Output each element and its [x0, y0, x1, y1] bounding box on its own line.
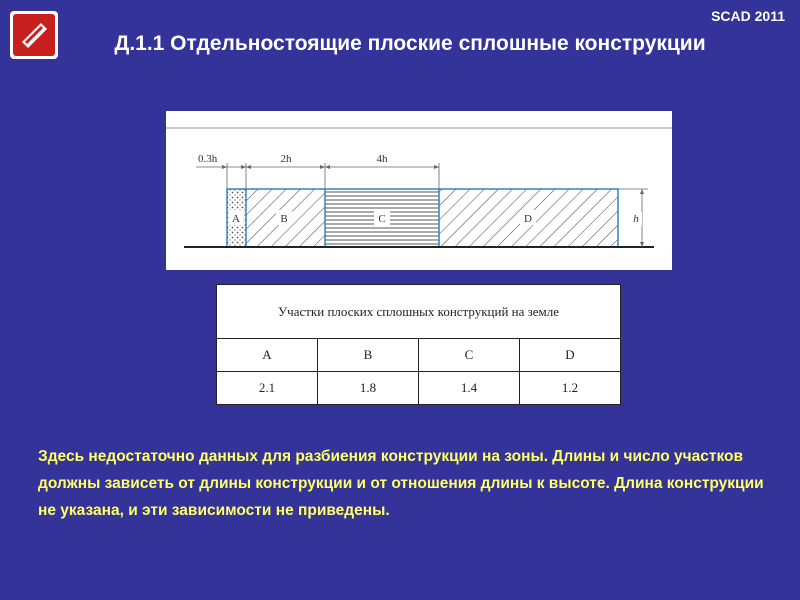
table-cell-value-c: 1.4 [419, 372, 520, 405]
table-row-values [217, 372, 621, 405]
coefficient-table [216, 284, 621, 405]
table-row-zones [217, 339, 621, 372]
page-title: Д.1.1 Отдельностоящие плоские сплошные конструкции [114, 32, 706, 55]
red-diamond-logo-icon [10, 11, 58, 59]
brand-label: SCAD 2011 [711, 8, 785, 24]
height-label: h [633, 213, 639, 225]
dim-label-2h: 2h [280, 153, 292, 165]
table-cell-value-a: 2.1 [217, 372, 318, 405]
dim-label-0-3h: 0.3h [198, 153, 218, 165]
table-cell-value-d: 1.2 [520, 372, 621, 405]
table-cell-zone-c: C [419, 339, 520, 372]
table-cell-value-b: 1.8 [318, 372, 419, 405]
zones-diagram [166, 111, 672, 270]
table-cell-zone-a: A [217, 339, 318, 372]
table-cell-zone-b: B [318, 339, 419, 372]
note-text: Здесь недостаточно данных для разбиения конструкции на зоны. Длины и число участков должны зависеть от длины конструкции и от отношения длины к высоте. Длина конструкции не указана, и эти зависимости не приведены. [38, 448, 764, 519]
table-cell-zone-d: D [520, 339, 621, 372]
dim-label-4h: 4h [376, 153, 388, 165]
zone-label-c: C [378, 213, 386, 225]
zone-label-a: A [232, 213, 240, 225]
zone-label-d: D [524, 213, 532, 225]
zone-label-b: B [280, 213, 288, 225]
table-header: Участки плоских сплошных конструкций на земле [217, 285, 621, 339]
